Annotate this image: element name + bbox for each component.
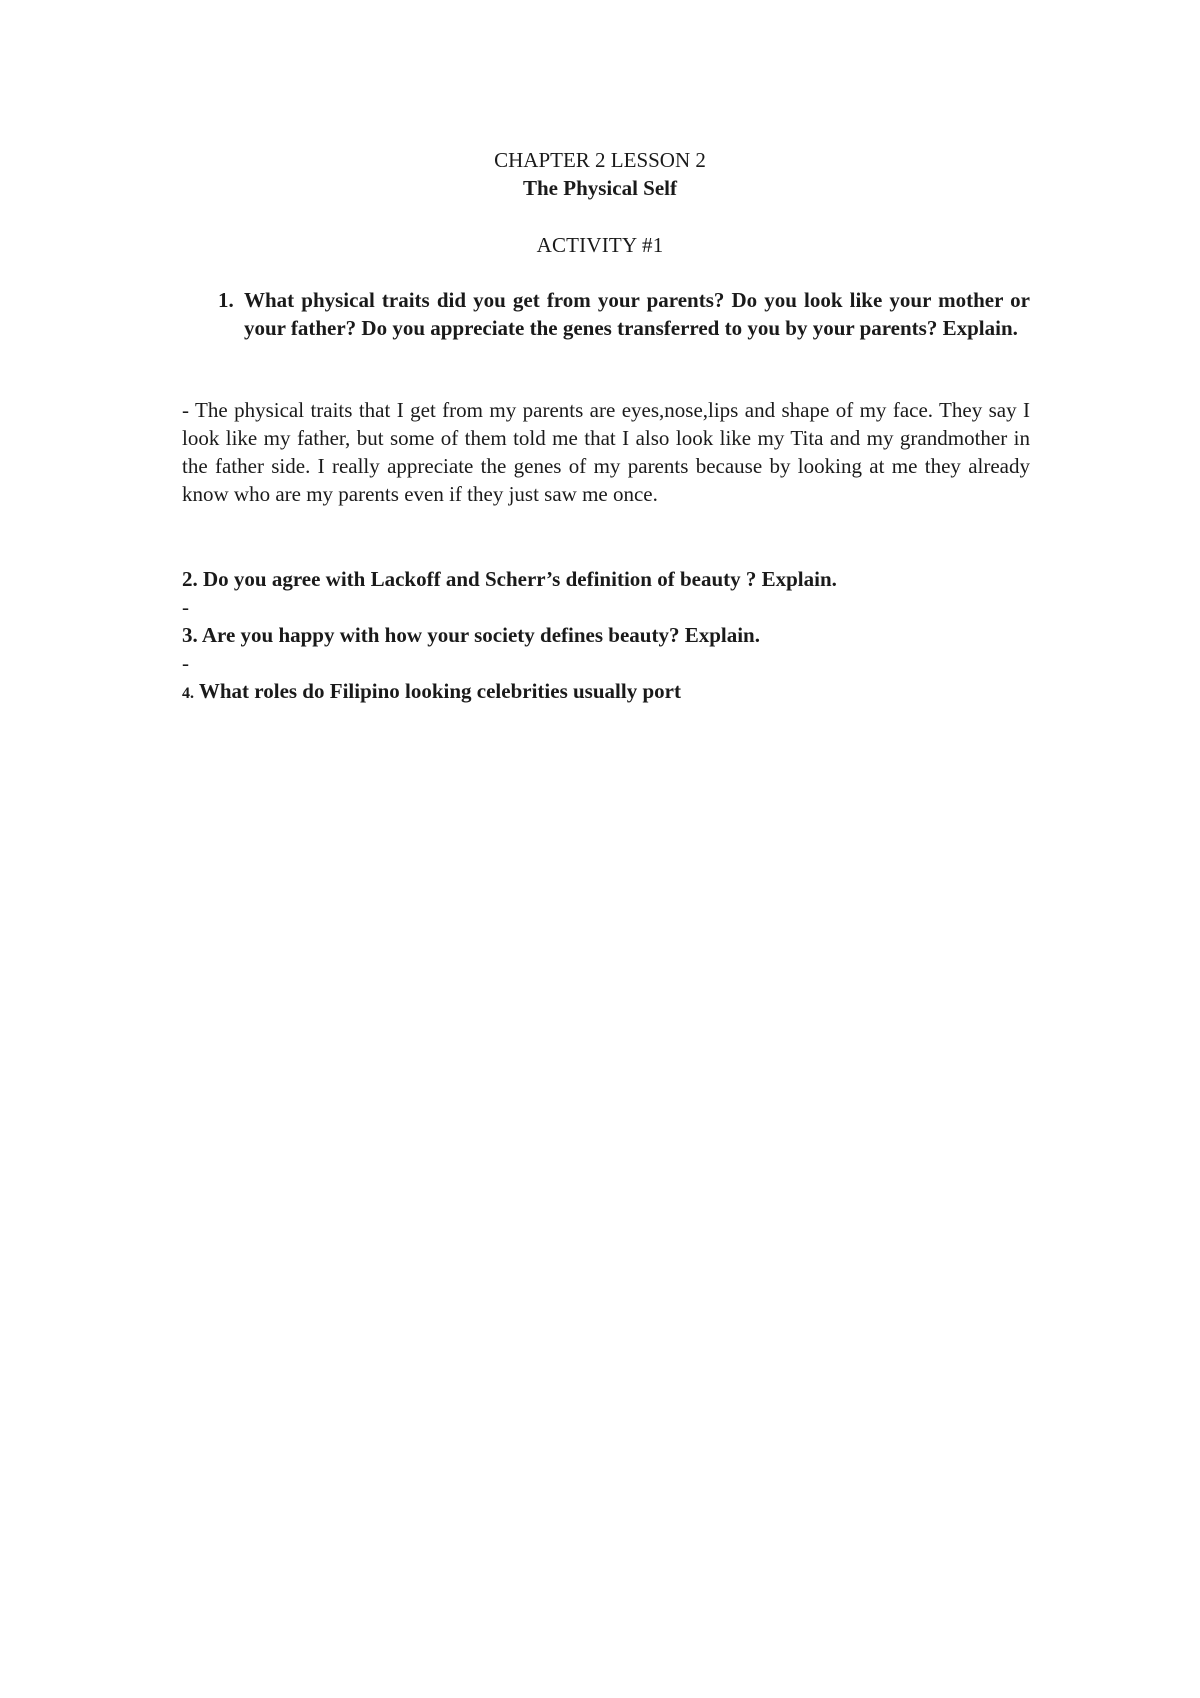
chapter-heading: CHAPTER 2 LESSON 2 [494, 148, 706, 172]
question-2: 2. Do you agree with Lackoff and Scherr’s definition of beauty ? Explain. [182, 567, 837, 591]
question-1-text: What physical traits did you get from your parents? Do you look like your mother or your father? Do you appreciate the genes transferred to you by your parents? Explain. [244, 288, 1030, 340]
question-4-text: What roles do Filipino looking celebrities usually port [194, 679, 681, 703]
answer-1: - The physical traits that I get from my parents are eyes,nose,lips and shape of my face. They say I look like my father, but some of them told me that I also look like my Tita and my grandmother in the father side. I really appreciate the genes of my parents because by looking at me they already know who are my parents even if they just saw me once. [182, 398, 1030, 506]
question-3: 3. Are you happy with how your society defines beauty? Explain. [182, 623, 760, 647]
question-1-number: 1. [218, 288, 234, 312]
answer-2: - [182, 595, 189, 619]
answer-3: - [182, 651, 189, 675]
activity-heading: ACTIVITY #1 [536, 233, 664, 257]
question-1 [218, 286, 1030, 342]
lesson-title: The Physical Self [522, 176, 677, 200]
question-4 [182, 677, 1030, 708]
question-4-number: 4. [182, 685, 194, 702]
